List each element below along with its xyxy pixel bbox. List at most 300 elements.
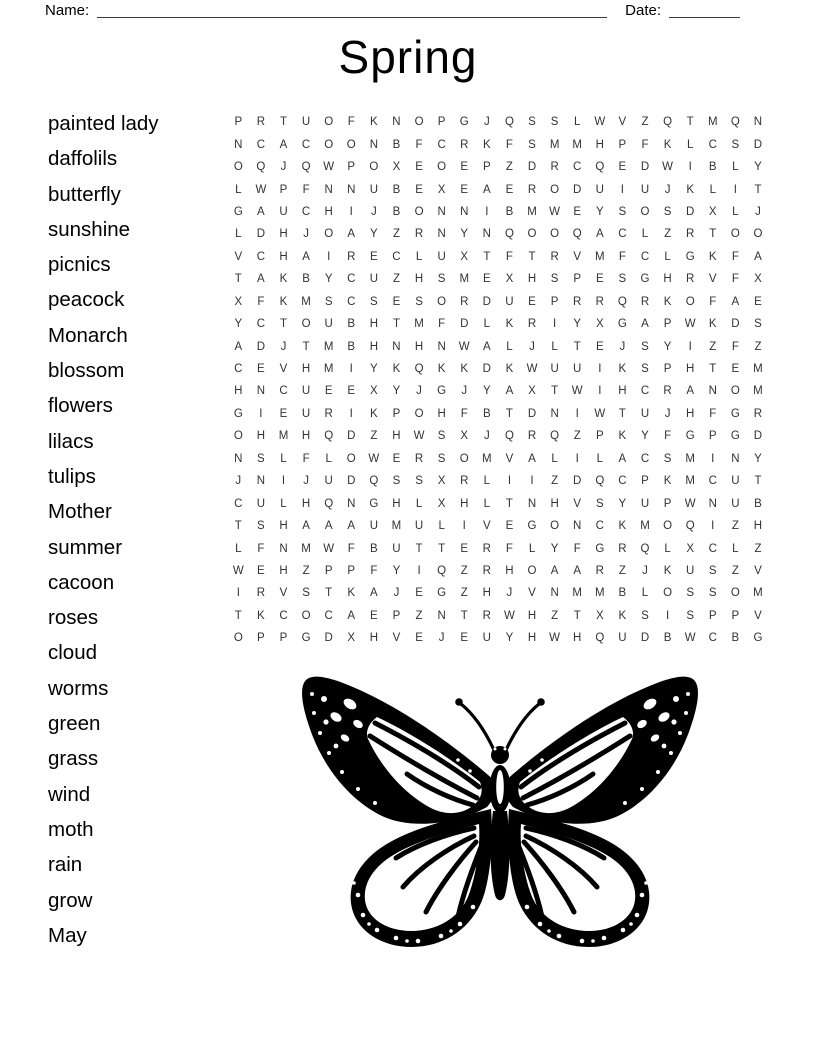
- grid-letter: U: [279, 205, 288, 218]
- grid-letter: U: [573, 363, 582, 376]
- grid-letter: S: [618, 273, 627, 286]
- grid-letter: M: [414, 318, 424, 331]
- butterfly-abdomen: [491, 811, 510, 900]
- grid-letter: E: [415, 587, 423, 600]
- grid-letter: K: [370, 116, 378, 129]
- grid-letter: S: [686, 609, 694, 622]
- grid-letter: H: [527, 609, 537, 622]
- grid-letter: Q: [617, 295, 627, 308]
- grid-letter: M: [595, 587, 605, 600]
- grid-letter: A: [550, 564, 559, 577]
- grid-letter: A: [528, 452, 536, 465]
- grid-letter: K: [392, 363, 401, 376]
- grid-letter: F: [641, 138, 649, 151]
- grid-letter: W: [684, 318, 696, 331]
- grid-letter: D: [256, 228, 266, 241]
- grid-letter: Y: [392, 385, 401, 398]
- grid-letter: T: [754, 183, 762, 196]
- word-list-item: grow: [48, 888, 93, 912]
- grid-letter: L: [732, 161, 739, 174]
- grid-letter: V: [754, 609, 762, 622]
- grid-letter: R: [686, 273, 695, 286]
- grid-letter: O: [753, 228, 763, 241]
- grid-letter: R: [527, 318, 537, 331]
- grid-letter: A: [302, 250, 310, 263]
- grid-letter: I: [665, 609, 670, 622]
- grid-letter: D: [640, 161, 650, 174]
- grid-letter: J: [664, 407, 671, 420]
- grid-letter: M: [527, 205, 537, 218]
- grid-letter: C: [256, 138, 266, 151]
- grid-letter: C: [573, 161, 582, 174]
- grid-letter: X: [392, 161, 401, 174]
- grid-letter: P: [324, 564, 333, 577]
- grid-letter: C: [234, 363, 243, 376]
- grid-letter: R: [573, 295, 582, 308]
- grid-letter: I: [575, 452, 579, 465]
- grid-letter: L: [641, 587, 649, 600]
- grid-letter: C: [708, 475, 717, 488]
- word-list-item: butterfly: [48, 182, 121, 206]
- grid-letter: F: [415, 138, 423, 151]
- grid-letter: M: [323, 363, 334, 376]
- grid-letter: Q: [730, 116, 740, 129]
- grid-letter: E: [505, 520, 514, 533]
- grid-letter: Q: [414, 363, 424, 376]
- grid-letter: C: [708, 542, 717, 555]
- grid-letter: X: [460, 430, 469, 443]
- grid-letter: R: [482, 542, 491, 555]
- grid-letter: N: [234, 452, 243, 465]
- grid-letter: U: [369, 273, 379, 286]
- grid-letter: O: [550, 520, 560, 533]
- grid-letter: O: [414, 407, 424, 420]
- grid-letter: H: [527, 273, 537, 286]
- word-list: [48, 106, 159, 953]
- grid-letter: S: [731, 138, 740, 151]
- word-list-item: sunshine: [48, 217, 131, 241]
- grid-letter: P: [663, 318, 672, 331]
- grid-letter: A: [482, 340, 491, 353]
- grid-letter: T: [754, 475, 762, 488]
- grid-letter: W: [684, 497, 696, 510]
- grid-letter: V: [392, 632, 401, 645]
- butterfly-antenna-left: [461, 704, 494, 750]
- grid-letter: L: [280, 452, 287, 465]
- grid-letter: L: [709, 183, 716, 196]
- grid-letter: S: [437, 273, 446, 286]
- grid-letter: S: [754, 318, 762, 331]
- grid-letter: H: [595, 138, 604, 151]
- grid-letter: W: [413, 430, 425, 443]
- worksheet-header: [0, 0, 816, 19]
- grid-letter: G: [640, 273, 650, 286]
- grid-letter: R: [550, 250, 559, 263]
- grid-letter: A: [370, 587, 378, 600]
- grid-letter: S: [302, 587, 310, 600]
- grid-letter: B: [754, 497, 762, 510]
- grid-letter: O: [301, 609, 311, 622]
- grid-letter: H: [369, 632, 379, 645]
- grid-letter: O: [437, 161, 447, 174]
- grid-letter: C: [279, 609, 288, 622]
- grid-letter: U: [640, 183, 650, 196]
- grid-letter: I: [349, 363, 353, 376]
- grid-letter: B: [663, 632, 672, 645]
- grid-letter: T: [302, 340, 310, 353]
- grid-letter: S: [370, 295, 378, 308]
- grid-letter: D: [753, 138, 763, 151]
- grid-letter: S: [663, 452, 672, 465]
- letter-grid: [227, 111, 769, 650]
- word-list-item: flowers: [48, 394, 113, 418]
- word-list-item: roses: [48, 606, 99, 630]
- grid-letter: C: [640, 385, 650, 398]
- grid-letter: M: [707, 116, 718, 129]
- grid-letter: R: [482, 564, 491, 577]
- grid-letter: Y: [324, 273, 333, 286]
- grid-letter: P: [347, 161, 356, 174]
- grid-letter: M: [323, 340, 334, 353]
- grid-letter: Q: [256, 161, 266, 174]
- grid-letter: F: [709, 407, 717, 420]
- grid-letter: F: [709, 295, 717, 308]
- grid-letter: O: [550, 183, 560, 196]
- grid-letter: T: [709, 363, 717, 376]
- grid-letter: F: [460, 407, 468, 420]
- grid-letter: J: [642, 564, 648, 577]
- grid-letter: T: [573, 340, 581, 353]
- grid-letter: G: [685, 250, 695, 263]
- grid-letter: O: [414, 116, 424, 129]
- grid-letter: R: [460, 138, 469, 151]
- grid-letter: L: [280, 497, 287, 510]
- grid-letter: Z: [551, 475, 559, 488]
- grid-letter: F: [731, 340, 739, 353]
- grid-letter: U: [482, 632, 491, 645]
- grid-letter: V: [708, 273, 717, 286]
- grid-letter: H: [369, 318, 379, 331]
- grid-letter: E: [370, 250, 378, 263]
- grid-letter: E: [415, 161, 423, 174]
- grid-letter: O: [663, 587, 673, 600]
- grid-letter: Y: [482, 385, 491, 398]
- grid-letter: A: [731, 295, 740, 308]
- grid-letter: G: [459, 116, 469, 129]
- grid-letter: U: [256, 497, 266, 510]
- grid-letter: I: [530, 475, 534, 488]
- grid-letter: A: [257, 205, 265, 218]
- grid-letter: F: [438, 318, 446, 331]
- grid-letter: O: [301, 318, 311, 331]
- grid-letter: I: [598, 363, 602, 376]
- grid-letter: S: [641, 363, 649, 376]
- grid-letter: C: [392, 250, 401, 263]
- grid-letter: E: [460, 632, 469, 645]
- grid-letter: S: [437, 452, 446, 465]
- grid-letter: K: [618, 520, 627, 533]
- grid-letter: F: [664, 430, 672, 443]
- grid-letter: L: [325, 452, 332, 465]
- grid-letter: Y: [573, 318, 582, 331]
- grid-letter: C: [279, 385, 288, 398]
- grid-letter: G: [595, 542, 605, 555]
- grid-letter: O: [730, 385, 740, 398]
- grid-letter: L: [664, 250, 671, 263]
- grid-letter: N: [369, 138, 379, 151]
- grid-letter: C: [437, 138, 446, 151]
- grid-letter: F: [302, 452, 310, 465]
- grid-letter: F: [731, 273, 739, 286]
- grid-letter: L: [596, 452, 603, 465]
- grid-letter: D: [527, 407, 537, 420]
- grid-letter: U: [369, 183, 379, 196]
- grid-letter: O: [414, 205, 424, 218]
- grid-letter: H: [369, 340, 379, 353]
- grid-letter: B: [482, 407, 491, 420]
- grid-letter: E: [460, 542, 469, 555]
- grid-letter: O: [233, 430, 243, 443]
- grid-letter: Z: [392, 273, 400, 286]
- grid-letter: B: [618, 587, 627, 600]
- grid-letter: R: [324, 407, 333, 420]
- page-title: Spring: [338, 31, 478, 83]
- grid-letter: F: [347, 542, 355, 555]
- grid-letter: J: [755, 205, 761, 218]
- grid-letter: I: [485, 205, 489, 218]
- grid-letter: K: [370, 407, 378, 420]
- grid-letter: X: [595, 318, 604, 331]
- grid-letter: O: [730, 587, 740, 600]
- grid-letter: R: [595, 564, 604, 577]
- grid-letter: H: [414, 340, 424, 353]
- grid-letter: I: [598, 385, 602, 398]
- grid-letter: L: [506, 340, 513, 353]
- name-label: Name:: [45, 2, 90, 19]
- grid-letter: D: [686, 205, 695, 218]
- grid-letter: O: [324, 228, 334, 241]
- grid-letter: P: [731, 609, 740, 622]
- grid-letter: S: [641, 609, 649, 622]
- grid-letter: P: [663, 497, 672, 510]
- grid-letter: H: [301, 497, 311, 510]
- grid-letter: L: [483, 475, 491, 488]
- grid-letter: Z: [731, 520, 739, 533]
- grid-letter: P: [234, 116, 243, 129]
- grid-letter: H: [527, 632, 537, 645]
- grid-letter: S: [550, 273, 559, 286]
- grid-letter: M: [572, 587, 582, 600]
- grid-letter: H: [279, 564, 288, 577]
- grid-letter: Q: [504, 430, 514, 443]
- grid-letter: L: [235, 183, 242, 196]
- grid-letter: D: [753, 430, 763, 443]
- grid-letter: U: [618, 632, 627, 645]
- grid-letter: D: [482, 363, 491, 376]
- grid-letter: U: [731, 497, 740, 510]
- grid-letter: N: [550, 407, 559, 420]
- grid-letter: A: [641, 318, 649, 331]
- grid-letter: U: [301, 385, 311, 398]
- grid-letter: I: [417, 564, 421, 577]
- grid-letter: T: [460, 609, 468, 622]
- grid-letter: E: [392, 295, 401, 308]
- grid-letter: P: [618, 138, 627, 151]
- grid-letter: B: [708, 161, 717, 174]
- grid-letter: C: [256, 318, 266, 331]
- word-list-item: lilacs: [48, 429, 94, 453]
- grid-letter: T: [551, 385, 559, 398]
- word-list-item: Mother: [48, 500, 112, 524]
- grid-letter: G: [233, 407, 243, 420]
- grid-letter: F: [505, 138, 513, 151]
- grid-letter: N: [482, 228, 491, 241]
- grid-letter: U: [324, 318, 333, 331]
- grid-letter: G: [437, 385, 447, 398]
- grid-letter: B: [347, 340, 356, 353]
- word-list-item: grass: [48, 747, 99, 771]
- grid-letter: O: [663, 520, 673, 533]
- grid-letter: W: [662, 161, 673, 174]
- grid-letter: D: [347, 475, 356, 488]
- grid-letter: S: [257, 452, 265, 465]
- grid-letter: C: [256, 250, 266, 263]
- grid-letter: Q: [324, 430, 334, 443]
- grid-letter: M: [459, 273, 470, 286]
- grid-letter: W: [549, 632, 561, 645]
- grid-letter: S: [641, 340, 649, 353]
- grid-letter: G: [437, 587, 447, 600]
- grid-letter: G: [730, 407, 740, 420]
- name-input-line[interactable]: [97, 3, 607, 18]
- grid-letter: I: [349, 407, 353, 420]
- grid-letter: Y: [234, 318, 243, 331]
- grid-letter: F: [370, 564, 378, 577]
- grid-letter: D: [482, 295, 491, 308]
- grid-letter: I: [711, 520, 715, 533]
- grid-letter: R: [256, 587, 266, 600]
- grid-letter: N: [234, 138, 243, 151]
- grid-letter: J: [506, 587, 513, 600]
- grid-letter: Q: [595, 475, 605, 488]
- grid-letter: D: [256, 340, 266, 353]
- grid-letter: P: [279, 183, 288, 196]
- grid-letter: E: [257, 363, 265, 376]
- grid-letter: O: [459, 452, 469, 465]
- grid-letter: Z: [505, 161, 513, 174]
- grid-letter: I: [688, 340, 692, 353]
- grid-letter: U: [324, 475, 333, 488]
- grid-letter: P: [708, 430, 717, 443]
- grid-letter: K: [505, 363, 514, 376]
- grid-letter: U: [731, 475, 740, 488]
- grid-letter: I: [688, 161, 692, 174]
- grid-letter: V: [528, 587, 536, 600]
- grid-letter: R: [347, 250, 356, 263]
- grid-letter: K: [482, 138, 491, 151]
- word-list-item: blossom: [48, 359, 125, 383]
- word-list-item: summer: [48, 535, 123, 559]
- grid-letter: N: [708, 497, 717, 510]
- grid-letter: L: [551, 340, 558, 353]
- grid-letter: F: [505, 542, 513, 555]
- grid-letter: D: [573, 475, 582, 488]
- grid-letter: Q: [437, 564, 447, 577]
- grid-letter: Q: [595, 161, 605, 174]
- grid-letter: B: [370, 542, 378, 555]
- grid-letter: M: [482, 452, 492, 465]
- grid-letter: T: [234, 609, 242, 622]
- grid-letter: T: [618, 407, 626, 420]
- grid-letter: W: [503, 609, 515, 622]
- grid-letter: W: [323, 542, 335, 555]
- word-list-item: moth: [48, 817, 94, 841]
- grid-letter: X: [460, 250, 469, 263]
- grid-letter: M: [301, 295, 311, 308]
- grid-letter: A: [686, 385, 694, 398]
- grid-letter: L: [235, 228, 242, 241]
- grid-letter: K: [663, 475, 672, 488]
- grid-letter: U: [640, 497, 650, 510]
- grid-letter: P: [641, 475, 649, 488]
- word-list-item: painted lady: [48, 112, 159, 135]
- grid-letter: L: [574, 116, 581, 129]
- grid-letter: R: [527, 183, 537, 196]
- grid-letter: G: [301, 632, 311, 645]
- grid-letter: I: [507, 475, 512, 488]
- grid-letter: U: [414, 520, 424, 533]
- grid-letter: M: [753, 363, 763, 376]
- grid-letter: A: [347, 228, 356, 241]
- grid-letter: J: [280, 161, 287, 174]
- grid-letter: V: [505, 452, 514, 465]
- grid-letter: H: [573, 632, 582, 645]
- grid-letter: J: [303, 475, 309, 488]
- grid-letter: K: [257, 609, 265, 622]
- grid-letter: R: [595, 295, 604, 308]
- grid-letter: T: [279, 318, 287, 331]
- grid-letter: E: [324, 385, 333, 398]
- grid-letter: S: [437, 430, 446, 443]
- grid-letter: Y: [370, 228, 378, 241]
- grid-letter: W: [526, 363, 538, 376]
- grid-letter: T: [505, 497, 513, 510]
- grid-letter: N: [324, 183, 333, 196]
- grid-letter: F: [257, 542, 265, 555]
- grid-letter: C: [618, 228, 627, 241]
- grid-letter: S: [257, 520, 265, 533]
- grid-letter: Q: [572, 228, 582, 241]
- grid-letter: B: [505, 205, 514, 218]
- grid-letter: E: [528, 295, 536, 308]
- grid-letter: K: [708, 250, 717, 263]
- grid-letter: E: [460, 183, 469, 196]
- grid-letter: K: [663, 138, 672, 151]
- grid-letter: G: [753, 632, 763, 645]
- grid-letter: C: [324, 609, 333, 622]
- grid-letter: L: [686, 138, 694, 151]
- grid-letter: B: [392, 205, 401, 218]
- grid-letter: N: [437, 609, 446, 622]
- grid-letter: Z: [460, 587, 468, 600]
- grid-letter: E: [415, 632, 423, 645]
- word-list-item: wind: [48, 782, 91, 806]
- grid-letter: I: [620, 183, 624, 196]
- grid-letter: U: [550, 363, 559, 376]
- grid-letter: X: [528, 385, 536, 398]
- grid-letter: R: [753, 407, 763, 420]
- date-input-line[interactable]: [669, 3, 740, 18]
